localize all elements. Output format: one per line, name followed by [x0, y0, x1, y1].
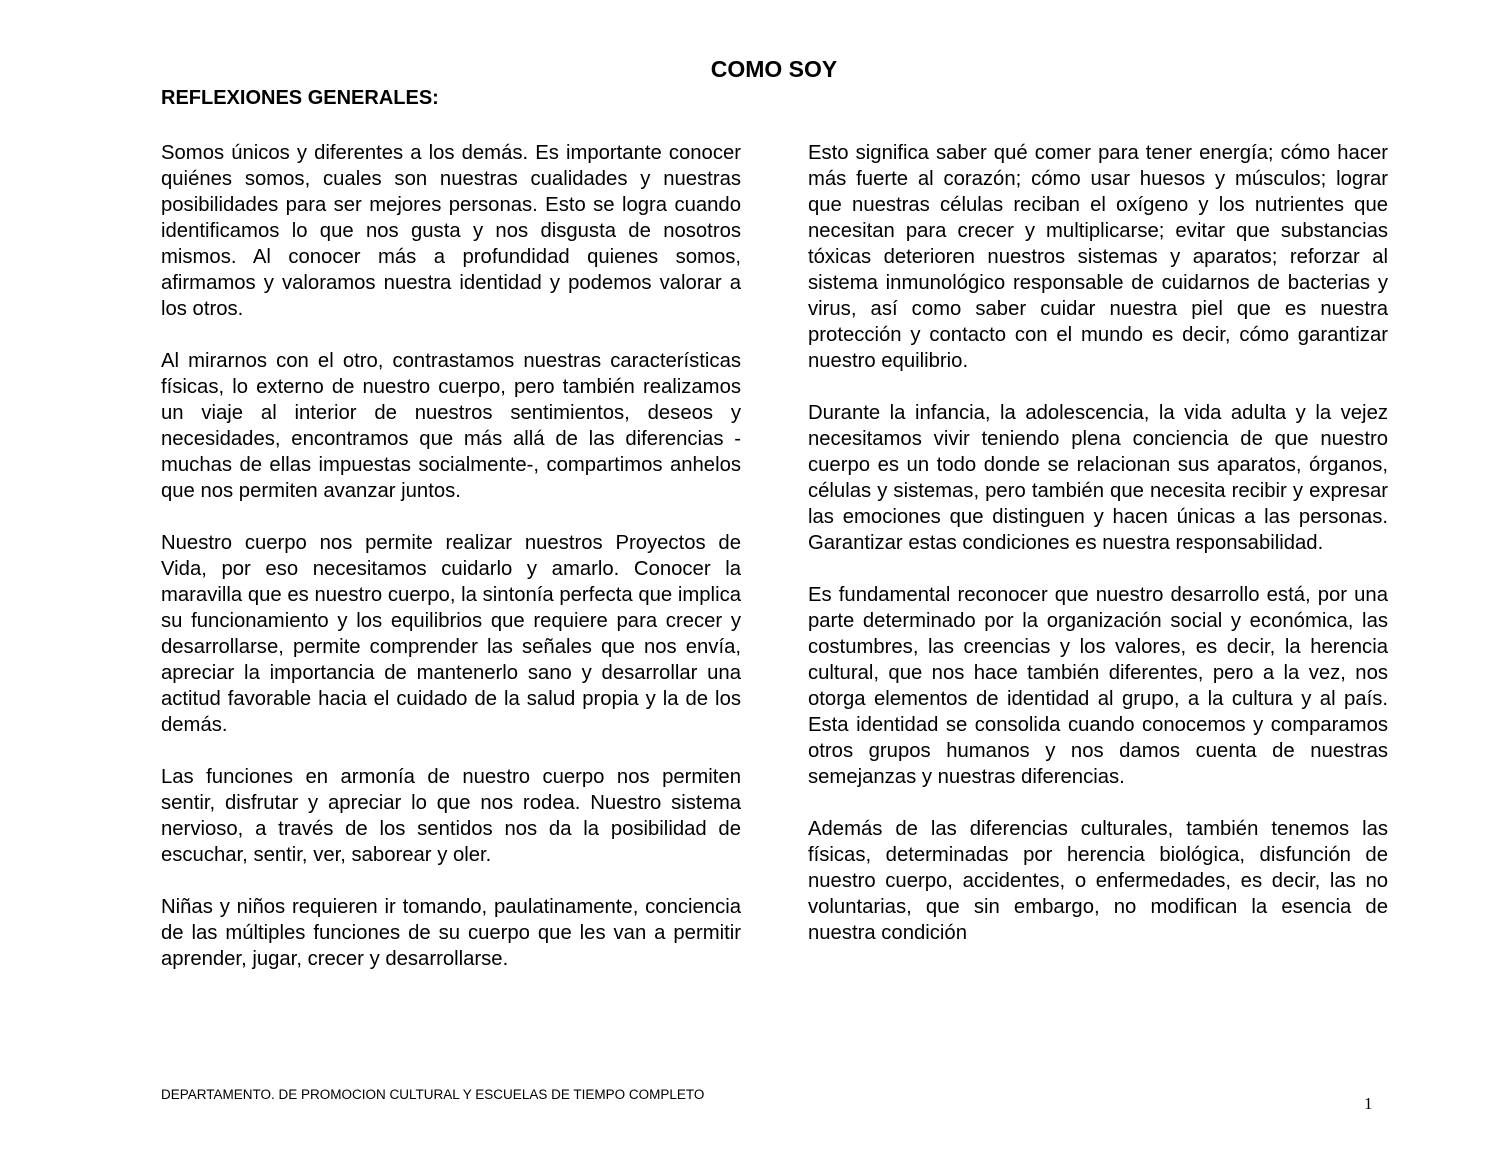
paragraph: Durante la infancia, la adolescencia, la vida adulta y la vejez necesitamos vivir teniendo plena conciencia de que nuestro cuerpo es un todo donde se relacionan sus aparatos, órganos, células y sistemas, pero también que necesita recibir y expresar las emociones que distinguen y hacen únicas a las personas. Garantizar estas condiciones es nuestra responsabilidad. [808, 402, 1388, 554]
paragraph: Esto significa saber qué comer para tener energía; cómo hacer más fuerte al corazón; cómo usar huesos y músculos; lograr que nuestras células reciban el oxígeno y los nutrientes que necesitan para crecer y multiplicarse; evitar que substancias tóxicas deterioren nuestros sistemas y aparatos; reforzar al sistema inmunológico responsable de cuidarnos de bacterias y virus, así como saber cuidar nuestra piel que es nuestra protección y contacto con el mundo es decir, cómo garantizar nuestro equilibrio. [808, 142, 1388, 372]
paragraph: Niñas y niños requieren ir tomando, paulatinamente, conciencia de las múltiples funciones de su cuerpo que les van a permitir aprender, jugar, crecer y desarrollarse. [161, 896, 741, 970]
paragraph: Es fundamental reconocer que nuestro desarrollo está, por una parte determinado por la organización social y económica, las costumbres, las creencias y los valores, es decir, la herencia cultural, que nos hace también diferentes, pero a la vez, nos otorga elementos de identidad al grupo, a la cultura y al país. Esta identidad se consolida cuando conocemos y comparamos otros grupos humanos y nos damos cuenta de nuestras semejanzas y nuestras diferencias. [808, 584, 1388, 788]
paragraph: Además de las diferencias culturales, también tenemos las físicas, determinadas por herencia biológica, disfunción de nuestro cuerpo, accidentes, o enfermedades, es decir, las no voluntarias, que sin embargo, no modifican la esencia de nuestra condición [808, 818, 1388, 944]
paragraph: Somos únicos y diferentes a los demás. Es importante conocer quiénes somos, cuales son nuestras cualidades y nuestras posibilidades para ser mejores personas. Esto se logra cuando identificamos lo que nos gusta y nos disgusta de nosotros mismos. Al conocer más a profundidad quienes somos, afirmamos y valoramos nuestra identidad y podemos valorar a los otros. [161, 142, 741, 320]
right-column [808, 140, 1388, 972]
page-title: COMO SOY [710, 56, 838, 82]
footer-department: DEPARTAMENTO. DE PROMOCION CULTURAL Y ESCUELAS DE TIEMPO COMPLETO [161, 1087, 705, 1102]
paragraph: Nuestro cuerpo nos permite realizar nuestros Proyectos de Vida, por eso necesitamos cuidarlo y amarlo. Conocer la maravilla que es nuestro cuerpo, la sintonía perfecta que implica su funcionamiento y los equilibrios que requiere para crecer y desarrollarse, permite comprender las señales que nos envía, apreciar la importancia de mantenerlo sano y desarrollar una actitud favorable hacia el cuidado de la salud propia y la de los demás. [161, 532, 741, 736]
paragraph: Al mirarnos con el otro, contrastamos nuestras características físicas, lo externo de nuestro cuerpo, pero también realizamos un viaje al interior de nuestros sentimientos, deseos y necesidades, encontramos que más allá de las diferencias -muchas de ellas impuestas socialmente-, compartimos anhelos que nos permiten avanzar juntos. [161, 350, 741, 502]
paragraph: Las funciones en armonía de nuestro cuerpo nos permiten sentir, disfrutar y apreciar lo que nos rodea. Nuestro sistema nervioso, a través de los sentidos nos da la posibilidad de escuchar, sentir, ver, saborear y oler. [161, 766, 741, 866]
page-number: 1 [1364, 1094, 1373, 1113]
left-column [161, 140, 741, 998]
section-heading: REFLEXIONES GENERALES: [161, 87, 439, 109]
